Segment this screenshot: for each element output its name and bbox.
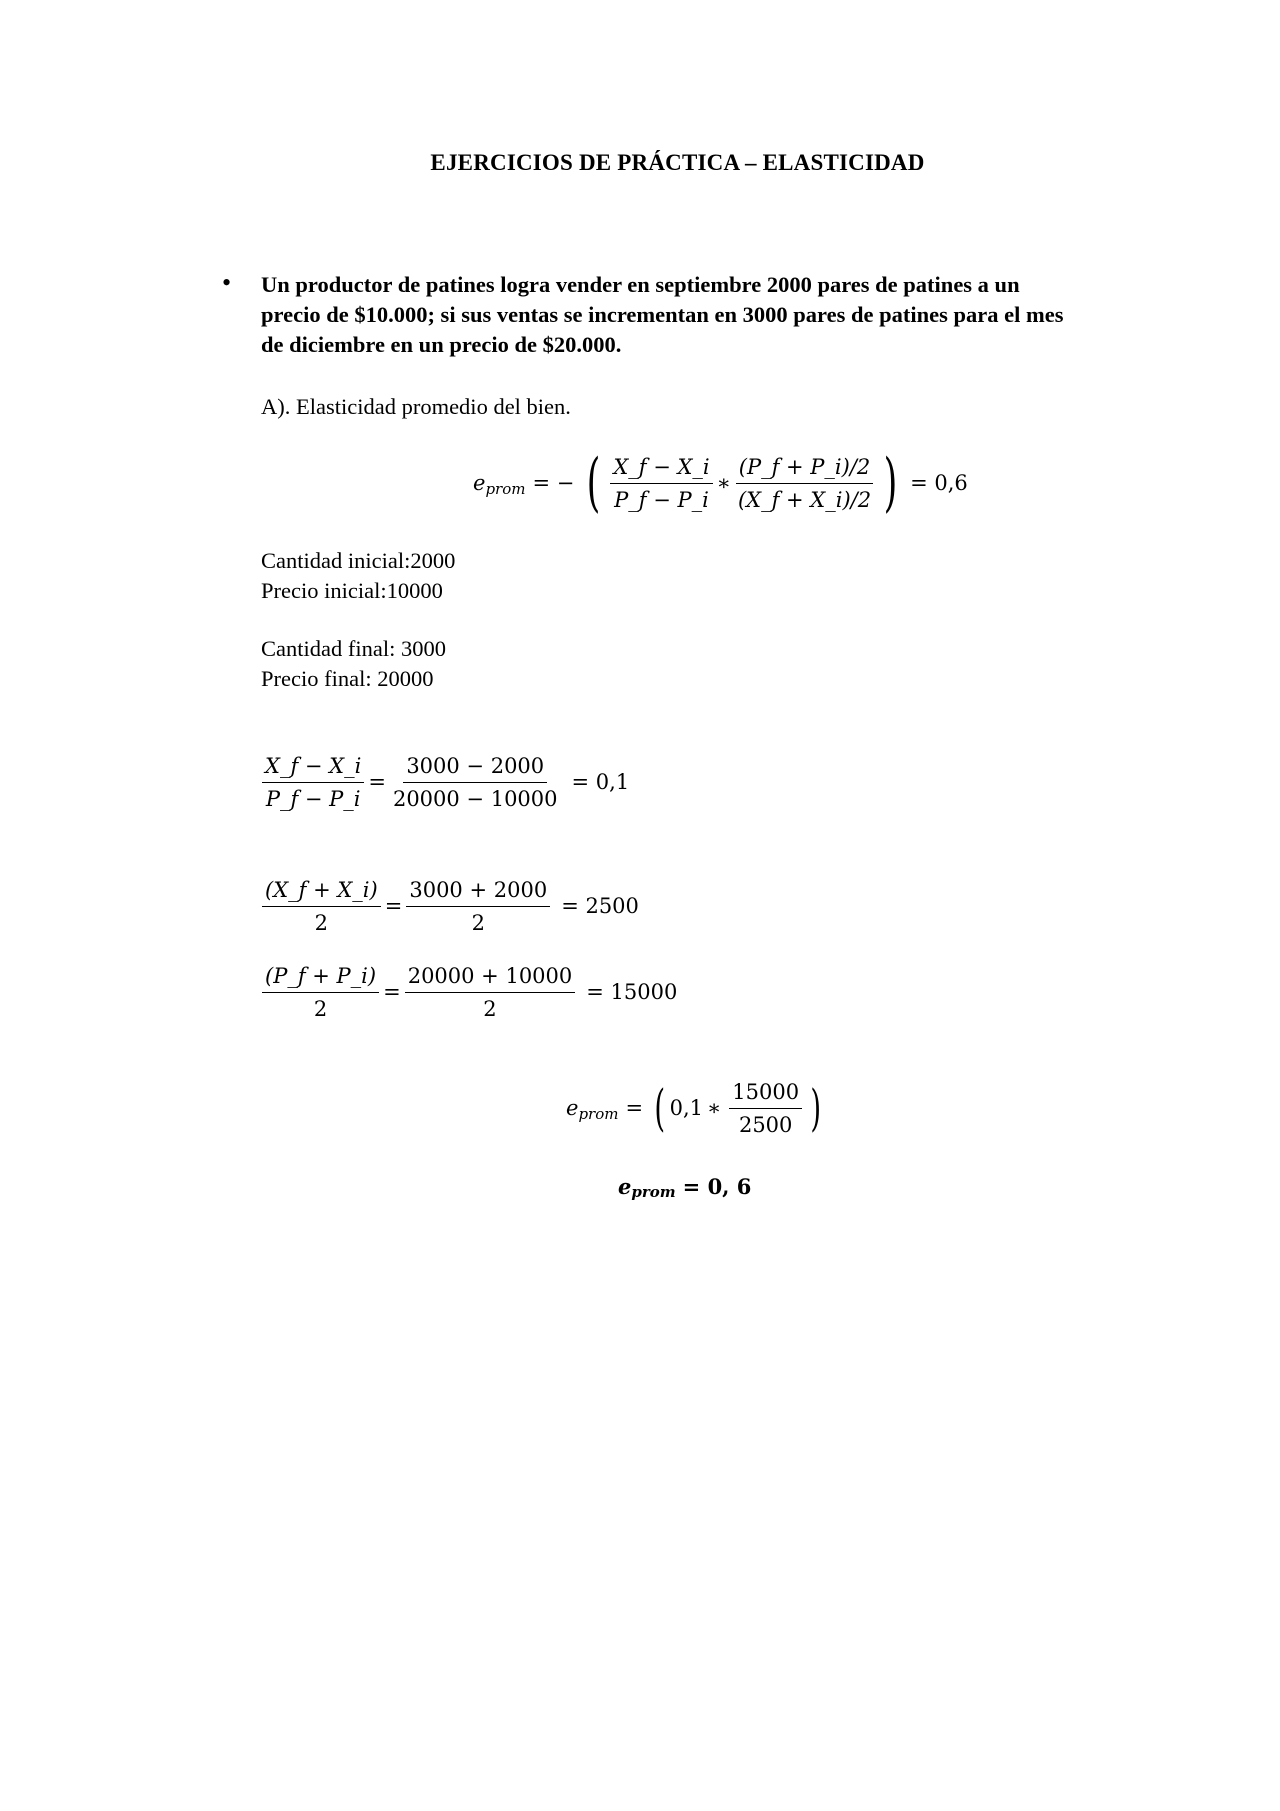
- step2-symbolic-fraction: [262, 876, 381, 937]
- step3-value-fraction: [405, 962, 576, 1023]
- step4-times: ∗: [707, 1096, 722, 1120]
- formula-fraction-2: [735, 453, 874, 514]
- step3-result: = 15000: [586, 980, 678, 1004]
- formula-frac1-den: P_f − P_i: [614, 487, 709, 512]
- final-value: = 0, 6: [682, 1173, 752, 1199]
- formula-lhs: e: [473, 471, 486, 495]
- step3-symbolic-fraction: [262, 962, 379, 1023]
- step2-vnum: 3000 + 2000: [406, 876, 550, 907]
- part-a-heading: A). Elasticidad promedio del bien.: [261, 394, 571, 419]
- step1-eq: =: [368, 770, 386, 794]
- final-result: [618, 1168, 758, 1204]
- step2-result: = 2500: [561, 894, 639, 918]
- formula-fraction-1: [610, 453, 712, 514]
- step-1-slope: [258, 750, 636, 814]
- step4-den: 2500: [738, 1112, 793, 1137]
- step1-vden: 20000 − 10000: [392, 786, 558, 811]
- step3-eq: =: [383, 980, 401, 1004]
- formula-lhs-sub: prom: [485, 480, 526, 498]
- step4-num: 15000: [729, 1078, 802, 1109]
- step2-vden: 2: [471, 910, 485, 935]
- formula-frac2-num: (P_f + P_i)/2: [736, 453, 874, 484]
- average-elasticity-formula: [473, 448, 975, 518]
- step-4-substitution: [566, 1076, 826, 1140]
- step3-num: (P_f + P_i): [262, 962, 379, 993]
- step1-num: X_f − X_i: [262, 752, 364, 783]
- step2-eq: =: [384, 894, 403, 918]
- page-title: EJERCICIOS DE PRÁCTICA – ELASTICIDAD: [430, 150, 925, 175]
- step4-lhs-sub: prom: [578, 1105, 619, 1123]
- step4-left-paren: (: [654, 1079, 666, 1137]
- right-paren: ): [883, 446, 898, 520]
- step2-den: 2: [314, 910, 329, 935]
- left-paren: (: [586, 446, 601, 520]
- step1-symbolic-fraction: [262, 752, 364, 813]
- formula-frac2-den: (X_f + X_i)/2: [737, 487, 872, 512]
- bullet-marker: •: [222, 268, 232, 297]
- step1-den: P_f − P_i: [265, 786, 361, 811]
- step1-result: = 0,1: [571, 770, 630, 794]
- step3-vden: 2: [483, 996, 497, 1021]
- step1-value-fraction: [390, 752, 561, 813]
- step4-lhs: e: [566, 1096, 579, 1120]
- step-2-average-quantity: [258, 874, 646, 938]
- formula-result: = 0,6: [910, 471, 968, 495]
- precio-inicial: Precio inicial:10000: [261, 578, 443, 603]
- problem-statement: Un productor de patines logra vender en septiembre 2000 pares de patines a un precio de $10.000; si sus ventas se incrementan en 3000 pares de patines para el mes de diciembre en un precio de $20.000.: [261, 272, 1064, 357]
- step4-factor: 0,1: [669, 1096, 703, 1120]
- step4-right-paren: ): [810, 1079, 822, 1137]
- step2-value-fraction: [406, 876, 550, 937]
- step-3-average-price: [258, 960, 684, 1024]
- formula-eq-neg: = −: [532, 471, 575, 495]
- precio-final: Precio final: 20000: [261, 666, 434, 691]
- step1-vnum: 3000 − 2000: [403, 752, 547, 783]
- cantidad-inicial: Cantidad inicial:2000: [261, 548, 456, 573]
- step3-den: 2: [313, 996, 328, 1021]
- final-lhs: e: [618, 1173, 632, 1199]
- cantidad-final: Cantidad final: 3000: [261, 636, 446, 661]
- formula-frac1-num: X_f − X_i: [610, 453, 712, 484]
- step2-num: (X_f + X_i): [262, 876, 381, 907]
- step3-vnum: 20000 + 10000: [405, 962, 576, 993]
- step4-eq: =: [625, 1096, 644, 1120]
- final-lhs-sub: prom: [631, 1183, 676, 1201]
- formula-times: ∗: [716, 471, 731, 495]
- step4-fraction: [729, 1078, 802, 1139]
